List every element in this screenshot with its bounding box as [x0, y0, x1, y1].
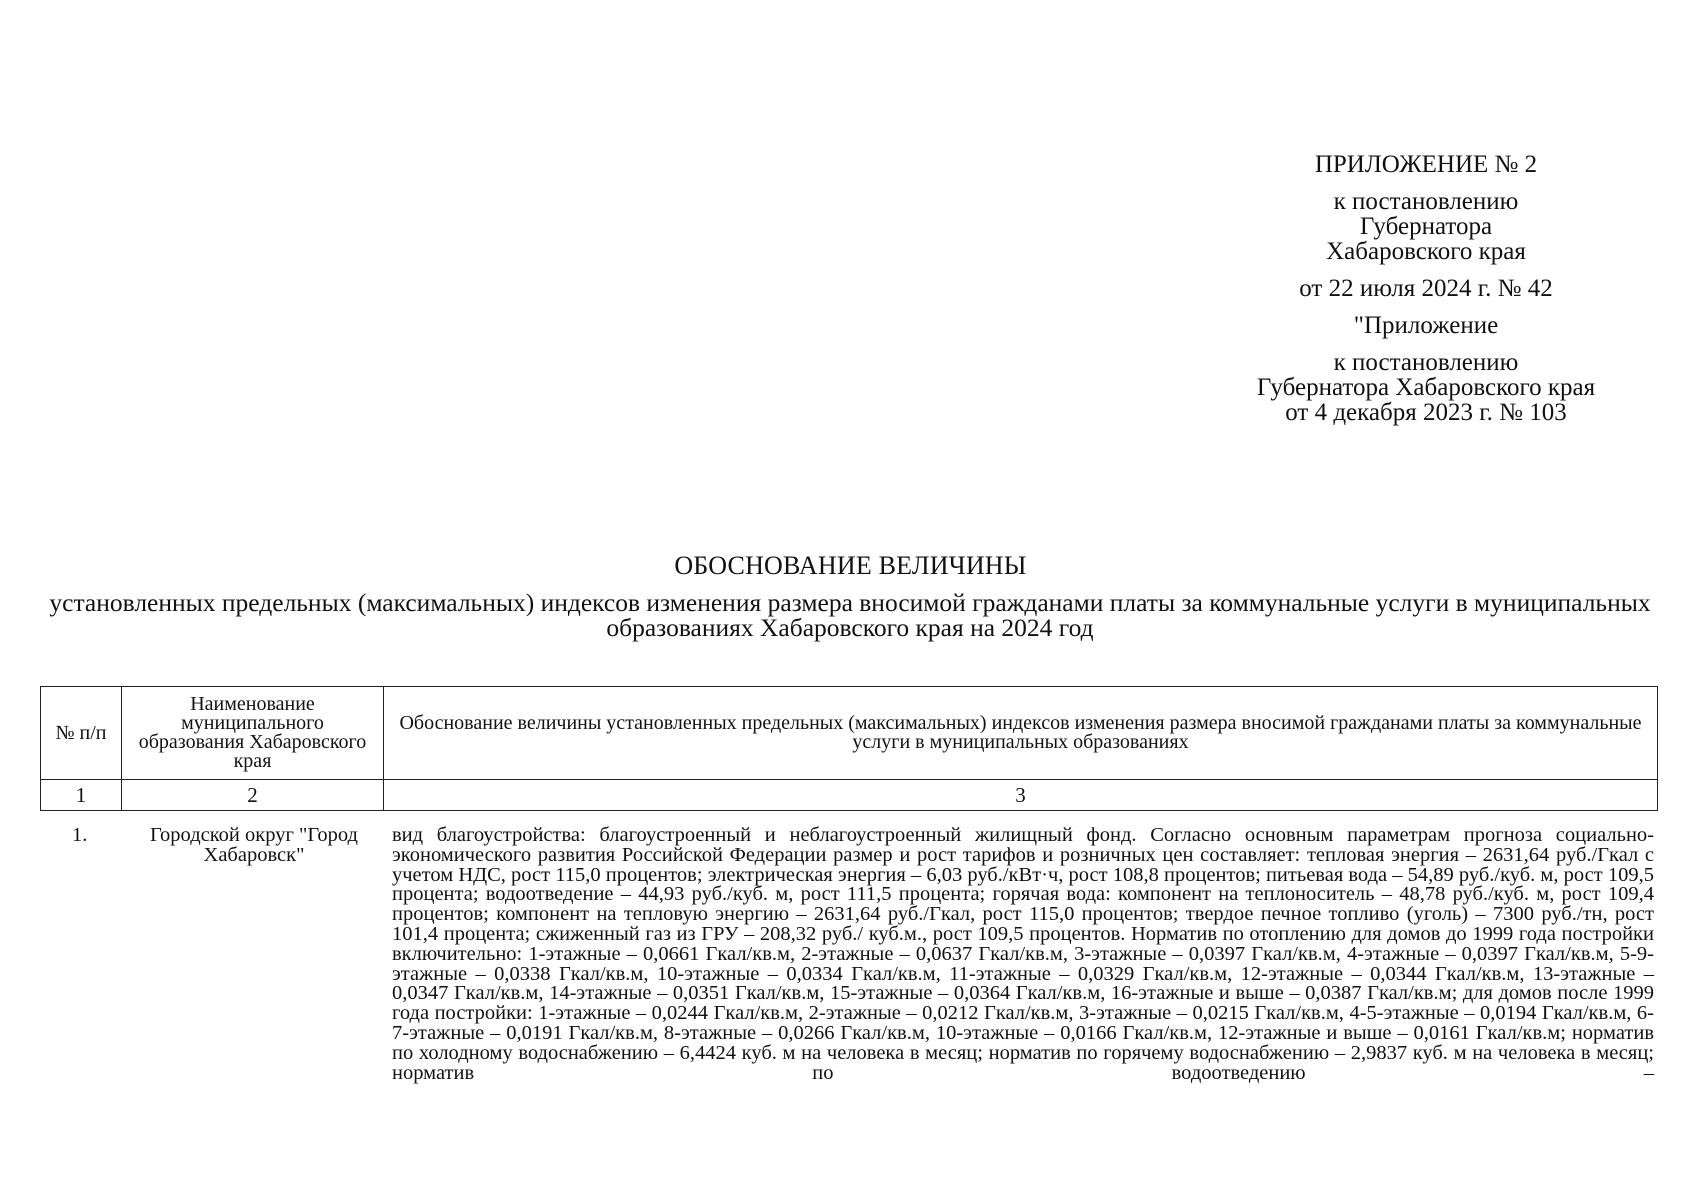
row-justification: вид благоустройства: благоустроенный и неблагоустроенный жилищный фонд. Согласно основным параметрам прогноза социально-экономического развития Российской Федерации размер и рост тарифов и розничных цен составляет: тепловая энергия – 2631,64 руб./Гкал с учетом НДС, рост 115,0 процентов; электрическая энергия – 6,03 руб./кВт·ч, рост 108,8 процентов; питьевая вода – 54,89 руб./куб. м, рост 109,5 процента; водоотведение – 44,93 руб./куб. м, рост 111,5 процента; горячая вода: компонент на теплоноситель – 48,78 руб./куб. м, рост 109,4 процентов; компонент на тепловую энергию – 2631,64 руб./Гкал, рост 115,0 процентов; твердое печное топливо (уголь) – 7300 руб./тн, рост 101,4 процента; сжиженный газ из ГРУ – 208,32 руб./ куб.м., рост 109,5 процентов. Норматив по отоплению для домов до 1999 года постройки включительно: 1-этажные – 0,0661 Гкал/кв.м, 2-этажные – 0,0637 Гкал/кв.м, 3-этажные – 0,0397 Гкал/кв.м, 4-этажные – 0,0397 Гкал/кв.м, 5-9-этажные – 0,0338 Гкал/кв.м, 10-этажные – 0,0334 Гкал/кв.м, 11-этажные – 0,0329 Гкал/кв.м, 12-этажные – 0,0344 Гкал/кв.м, 13-этажные – 0,0347 Гкал/кв.м, 14-этажные – 0,0351 Гкал/кв.м, 15-этажные – 0,0364 Гкал/кв.м, 16-этажные и выше – 0,0387 Гкал/кв.м; для домов после 1999 года постройки: 1-этажные – 0,0244 Гкал/кв.м, 2-этажные – 0,0212 Гкал/кв.м, 3-этажные – 0,0215 Гкал/кв.м, 4-5-этажные – 0,0194 Гкал/кв.м, 6-7-этажные – 0,0191 Гкал/кв.м, 8-этажные – 0,0266 Гкал/кв.м, 10-этажные – 0,0166 Гкал/кв.м, 12-этажные и выше – 0,0161 Гкал/кв.м; норматив по холодному водоснабжению – 6,4424 куб. м на человека в месяц; норматив по горячему водоснабжению – 2,9837 куб. м на человека в месяц; норматив по водоотведению –	[392, 824, 1654, 1084]
table-header-row	[41, 687, 1658, 780]
justification-table	[40, 686, 1658, 811]
appendix-to-resolution-2: к постановлению	[1333, 349, 1519, 376]
column-number-2: 2	[122, 780, 384, 811]
appendix-to-resolution: к постановлению	[1333, 188, 1519, 215]
row-number: 1.	[72, 824, 88, 846]
header-justification: Обоснование величины установленных предельных (максимальных) индексов изменения размера вносимой гражданами платы за коммунальные услуги в муниципальных образованиях	[384, 687, 1658, 780]
appendix-governor: Губернатора	[1359, 213, 1493, 240]
header-number: № п/п	[41, 687, 122, 780]
header-municipality: Наименование муниципального образования Хабаровского края	[122, 687, 384, 780]
appendix-date-2: от 4 декабря 2023 г. № 103	[1285, 399, 1567, 426]
table-column-numbers-row	[41, 780, 1658, 811]
appendix-title: ПРИЛОЖЕНИЕ № 2	[1314, 151, 1538, 178]
appendix-governor-region: Губернатора Хабаровского края	[1256, 374, 1596, 401]
appendix-quote-title: "Приложение	[1353, 312, 1499, 339]
document-title: ОБОСНОВАНИЕ ВЕЛИЧИНЫ	[674, 551, 1027, 580]
column-number-1: 1	[41, 780, 122, 811]
appendix-region: Хабаровского края	[1326, 238, 1526, 265]
appendix-header	[1196, 152, 1656, 425]
document-subtitle: установленных предельных (максимальных) индексов изменения размера вносимой гражданами платы за коммунальные услуги в муниципальных образованиях Хабаровского края на 2024 год	[49, 588, 1651, 642]
column-number-3: 3	[384, 780, 1658, 811]
appendix-date: от 22 июля 2024 г. № 42	[1299, 275, 1553, 302]
row-municipality: Городской округ "Город Хабаровск"	[150, 824, 358, 866]
